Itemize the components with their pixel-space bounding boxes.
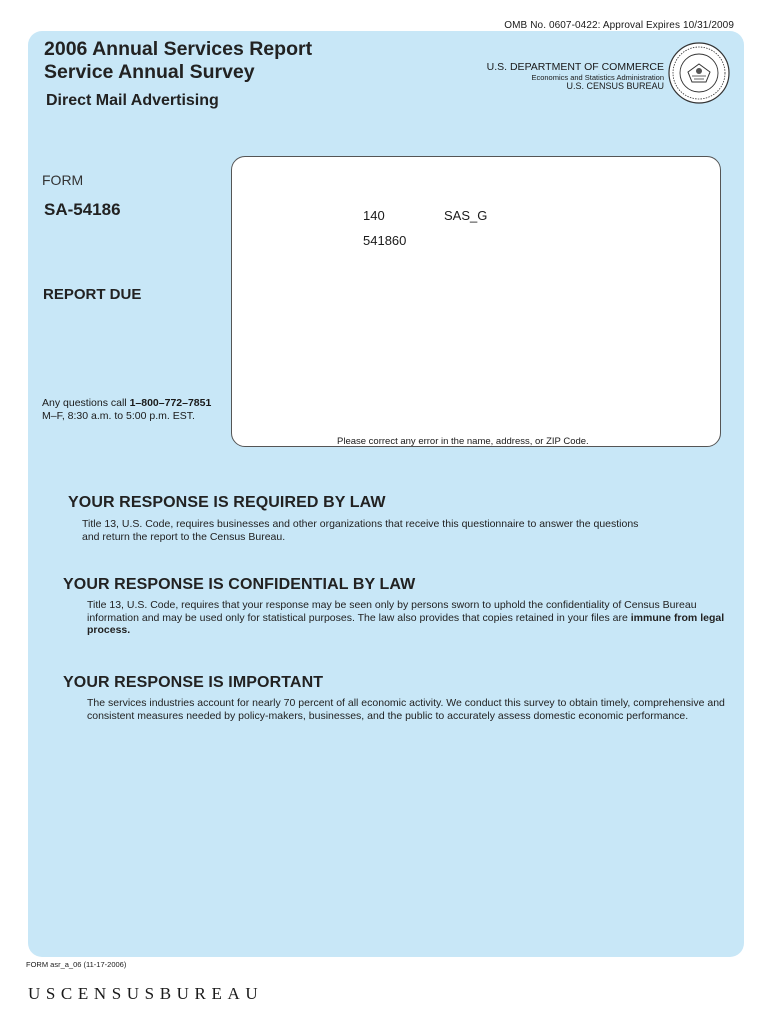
confidential-text: Title 13, U.S. Code, requires that your response may be seen only by persons sworn to uphold the confidentiality of Census Bureau information and may be used only for statistical purposes. The law also provides that copies retained in your files are [87, 599, 697, 624]
mailing-address-box [231, 156, 721, 447]
contact-info [42, 397, 211, 423]
form-label: FORM [42, 172, 84, 188]
form-number: SA-54186 [44, 200, 121, 219]
address-code-1: 140 [363, 208, 385, 223]
confidential-text-emphasis: immune from legal process. [87, 611, 725, 637]
office-hours: M–F, 8:30 a.m. to 5:00 p.m. EST. [42, 410, 195, 423]
omb-approval-note: OMB No. 0607-0422: Approval Expires 10/31/2009 [504, 20, 734, 31]
agency-department: U.S. DEPARTMENT OF COMMERCE [486, 61, 664, 73]
address-correction-note: Please correct any error in the name, address, or ZIP Code. [337, 436, 589, 447]
section-heading-important: YOUR RESPONSE IS IMPORTANT [63, 674, 324, 691]
report-title: 2006 Annual Services Report [44, 38, 313, 60]
section-text-confidential [87, 599, 727, 637]
industry-subtitle: Direct Mail Advertising [46, 92, 219, 109]
report-due-label: REPORT DUE [43, 286, 142, 303]
survey-title: Service Annual Survey [44, 61, 255, 83]
section-heading-required: YOUR RESPONSE IS REQUIRED BY LAW [68, 494, 386, 511]
form-code: FORM asr_a_06 (11-17-2006) [26, 960, 127, 969]
address-code-2: SAS_G [444, 208, 488, 223]
section-text-required: Title 13, U.S. Code, requires businesses and other organizations that receive this questionnaire to answer the questions and return the report to the Census Bureau. [82, 518, 639, 543]
agency-bureau: U.S. CENSUS BUREAU [566, 80, 664, 91]
agency-administration: Economics and Statistics Administration [531, 72, 664, 82]
section-heading-confidential: YOUR RESPONSE IS CONFIDENTIAL BY LAW [63, 576, 416, 593]
address-code-3: 541860 [363, 233, 407, 248]
agency-block [487, 62, 664, 92]
census-bureau-wordmark: USCENSUSBUREAU [28, 984, 264, 1003]
phone-number: 1–800–772–7851 [129, 397, 212, 409]
department-of-commerce-seal-icon [668, 42, 730, 104]
phone-prefix: Any questions call [42, 397, 130, 409]
section-text-important: The services industries account for nearly 70 percent of all economic activity. We conduct this survey to obtain timely, comprehensive and consistent measures needed by policy-makers, businesses, and the public to accurately assess domestic economic performance. [87, 697, 725, 722]
